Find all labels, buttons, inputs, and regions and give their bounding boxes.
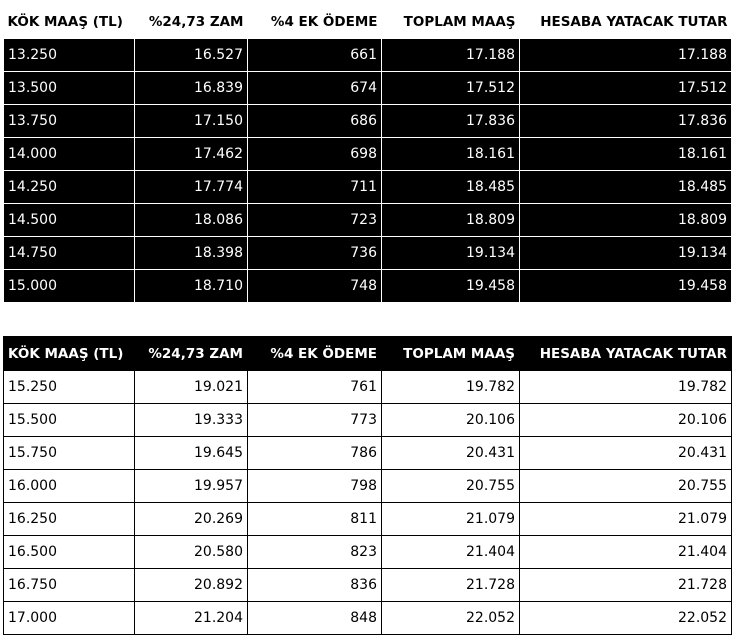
table-body xyxy=(4,39,732,303)
cell-total-salary: 22.052 xyxy=(382,602,520,635)
cell-raise: 18.710 xyxy=(135,270,248,303)
table-row xyxy=(4,138,732,171)
cell-extra-payment: 711 xyxy=(248,171,382,204)
cell-base-salary: 15.500 xyxy=(4,404,135,437)
cell-raise: 20.269 xyxy=(135,503,248,536)
cell-base-salary: 14.750 xyxy=(4,237,135,270)
cell-total-salary: 21.404 xyxy=(382,536,520,569)
table-row xyxy=(4,437,732,470)
cell-extra-payment: 773 xyxy=(248,404,382,437)
cell-deposit-amount: 21.404 xyxy=(520,536,732,569)
cell-total-salary: 17.188 xyxy=(382,39,520,72)
table-row xyxy=(4,72,732,105)
table-row xyxy=(4,404,732,437)
cell-raise: 20.892 xyxy=(135,569,248,602)
cell-raise: 17.462 xyxy=(135,138,248,171)
cell-base-salary: 13.750 xyxy=(4,105,135,138)
cell-total-salary: 20.106 xyxy=(382,404,520,437)
cell-base-salary: 13.250 xyxy=(4,39,135,72)
cell-raise: 19.645 xyxy=(135,437,248,470)
cell-total-salary: 18.809 xyxy=(382,204,520,237)
cell-total-salary: 20.431 xyxy=(382,437,520,470)
cell-raise: 18.398 xyxy=(135,237,248,270)
cell-raise: 19.021 xyxy=(135,371,248,404)
header-base-salary: KÖK MAAŞ (TL) xyxy=(4,5,135,39)
table-row xyxy=(4,503,732,536)
cell-base-salary: 16.750 xyxy=(4,569,135,602)
cell-extra-payment: 848 xyxy=(248,602,382,635)
cell-total-salary: 17.512 xyxy=(382,72,520,105)
cell-total-salary: 20.755 xyxy=(382,470,520,503)
cell-extra-payment: 698 xyxy=(248,138,382,171)
cell-deposit-amount: 22.052 xyxy=(520,602,732,635)
cell-total-salary: 18.161 xyxy=(382,138,520,171)
cell-base-salary: 14.500 xyxy=(4,204,135,237)
table-row xyxy=(4,204,732,237)
cell-base-salary: 14.000 xyxy=(4,138,135,171)
header-total-salary: TOPLAM MAAŞ xyxy=(382,337,520,371)
cell-deposit-amount: 21.728 xyxy=(520,569,732,602)
table-row xyxy=(4,536,732,569)
cell-raise: 19.333 xyxy=(135,404,248,437)
cell-total-salary: 21.079 xyxy=(382,503,520,536)
cell-extra-payment: 786 xyxy=(248,437,382,470)
table-row xyxy=(4,39,732,72)
cell-extra-payment: 798 xyxy=(248,470,382,503)
cell-raise: 16.839 xyxy=(135,72,248,105)
table-row xyxy=(4,470,732,503)
header-raise: %24,73 ZAM xyxy=(135,5,248,39)
header-extra-payment: %4 EK ÖDEME xyxy=(248,5,382,39)
cell-deposit-amount: 21.079 xyxy=(520,503,732,536)
cell-base-salary: 16.500 xyxy=(4,536,135,569)
table-header-row xyxy=(4,5,732,39)
cell-raise: 21.204 xyxy=(135,602,248,635)
header-deposit-amount: HESABA YATACAK TUTAR xyxy=(520,337,732,371)
header-extra-payment: %4 EK ÖDEME xyxy=(248,337,382,371)
cell-extra-payment: 661 xyxy=(248,39,382,72)
cell-base-salary: 16.000 xyxy=(4,470,135,503)
cell-base-salary: 15.000 xyxy=(4,270,135,303)
cell-extra-payment: 748 xyxy=(248,270,382,303)
cell-deposit-amount: 18.485 xyxy=(520,171,732,204)
salary-table-2 xyxy=(3,336,732,635)
cell-total-salary: 21.728 xyxy=(382,569,520,602)
header-raise: %24,73 ZAM xyxy=(135,337,248,371)
cell-deposit-amount: 18.809 xyxy=(520,204,732,237)
salary-table-1 xyxy=(3,5,732,303)
cell-extra-payment: 736 xyxy=(248,237,382,270)
cell-base-salary: 15.250 xyxy=(4,371,135,404)
header-deposit-amount: HESABA YATACAK TUTAR xyxy=(520,5,732,39)
cell-raise: 19.957 xyxy=(135,470,248,503)
table-row xyxy=(4,569,732,602)
table-row xyxy=(4,237,732,270)
cell-base-salary: 17.000 xyxy=(4,602,135,635)
table-row xyxy=(4,105,732,138)
cell-extra-payment: 686 xyxy=(248,105,382,138)
cell-deposit-amount: 17.188 xyxy=(520,39,732,72)
cell-extra-payment: 761 xyxy=(248,371,382,404)
table-row xyxy=(4,171,732,204)
cell-extra-payment: 811 xyxy=(248,503,382,536)
cell-raise: 17.150 xyxy=(135,105,248,138)
header-total-salary: TOPLAM MAAŞ xyxy=(382,5,520,39)
table-row xyxy=(4,371,732,404)
cell-deposit-amount: 18.161 xyxy=(520,138,732,171)
cell-total-salary: 17.836 xyxy=(382,105,520,138)
cell-deposit-amount: 17.836 xyxy=(520,105,732,138)
table-row xyxy=(4,270,732,303)
cell-total-salary: 19.782 xyxy=(382,371,520,404)
cell-total-salary: 18.485 xyxy=(382,171,520,204)
cell-raise: 17.774 xyxy=(135,171,248,204)
cell-total-salary: 19.134 xyxy=(382,237,520,270)
cell-extra-payment: 723 xyxy=(248,204,382,237)
cell-deposit-amount: 19.458 xyxy=(520,270,732,303)
cell-base-salary: 16.250 xyxy=(4,503,135,536)
table-header-row xyxy=(4,337,732,371)
cell-base-salary: 14.250 xyxy=(4,171,135,204)
cell-deposit-amount: 20.755 xyxy=(520,470,732,503)
cell-deposit-amount: 19.782 xyxy=(520,371,732,404)
cell-deposit-amount: 19.134 xyxy=(520,237,732,270)
table-body xyxy=(4,371,732,635)
cell-deposit-amount: 20.106 xyxy=(520,404,732,437)
cell-base-salary: 15.750 xyxy=(4,437,135,470)
cell-raise: 16.527 xyxy=(135,39,248,72)
cell-total-salary: 19.458 xyxy=(382,270,520,303)
cell-deposit-amount: 20.431 xyxy=(520,437,732,470)
table-row xyxy=(4,602,732,635)
cell-extra-payment: 836 xyxy=(248,569,382,602)
cell-raise: 18.086 xyxy=(135,204,248,237)
header-base-salary: KÖK MAAŞ (TL) xyxy=(4,337,135,371)
cell-extra-payment: 674 xyxy=(248,72,382,105)
cell-extra-payment: 823 xyxy=(248,536,382,569)
cell-raise: 20.580 xyxy=(135,536,248,569)
cell-base-salary: 13.500 xyxy=(4,72,135,105)
cell-deposit-amount: 17.512 xyxy=(520,72,732,105)
